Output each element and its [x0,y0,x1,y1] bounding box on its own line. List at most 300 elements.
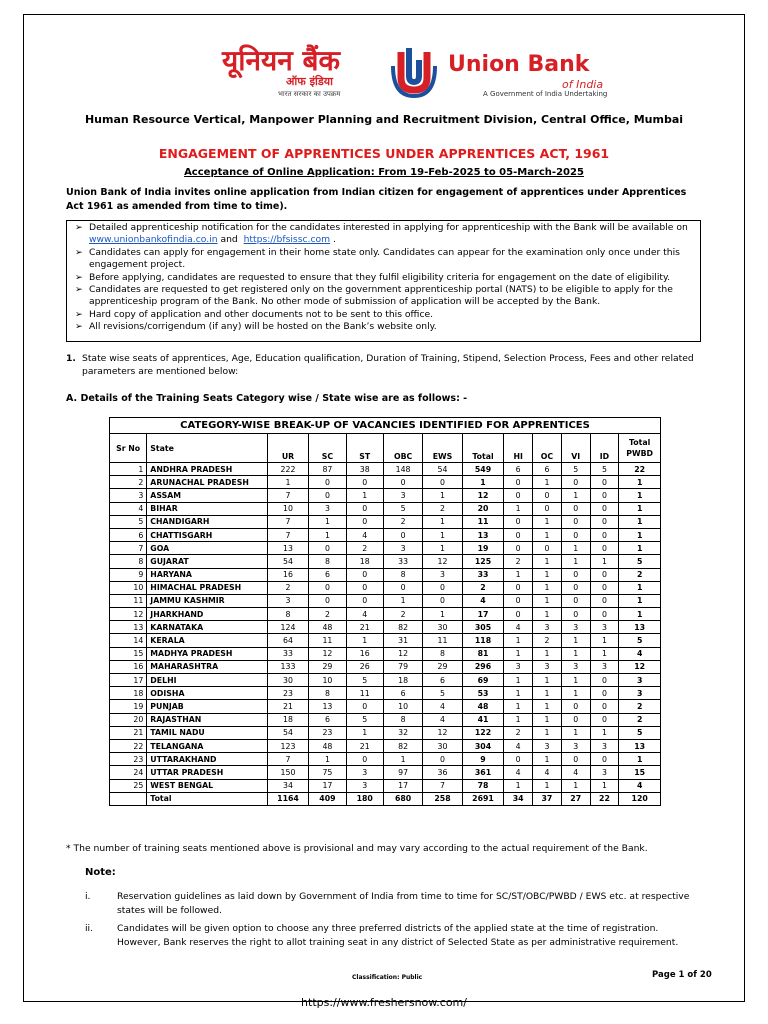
logo-hindi-text: यूनियन बैंक [222,44,341,77]
table-cell: 54 [423,463,462,476]
table-cell: 0 [561,476,590,489]
table-cell: 2 [619,713,661,726]
table-row [110,555,661,568]
table-cell: 1 [504,674,533,687]
table-cell: 5 [590,463,619,476]
table-total-row [110,792,661,805]
table-cell: 2 [504,555,533,568]
table-cell: 16 [267,568,309,581]
table-cell: 0 [309,489,346,502]
note-item [85,922,703,949]
table-cell: 2 [383,515,422,528]
table-row [110,594,661,607]
table-cell: 64 [267,634,309,647]
col-header: Total PWBD [619,434,661,463]
table-cell: 0 [309,594,346,607]
table-row [110,739,661,752]
table-cell: 1 [504,687,533,700]
table-cell: 12 [110,608,147,621]
table-cell: 0 [346,515,383,528]
table-cell: 7 [110,542,147,555]
table-cell: 9 [110,568,147,581]
table-cell: 1 [533,608,562,621]
table-cell: 0 [504,753,533,766]
table-cell: 4 [504,621,533,634]
state-cell: TELANGANA [147,739,267,752]
notice-item: ➢ Before applying, candidates are requested to ensure that they fulfil eligibility criteria for engagement on the date of eligibility. [75,271,671,283]
table-cell: 2691 [462,792,504,805]
state-cell: JHARKHAND [147,608,267,621]
table-cell: 258 [423,792,462,805]
table-cell: 0 [590,542,619,555]
arrow-bullet-icon: ➢ [75,308,83,320]
table-row [110,647,661,660]
intro-paragraph: Union Bank of India invites online application from Indian citizen for engagement of apprentices under Apprentices Act 1961 as amended from time to time). [66,187,687,212]
state-cell: HIMACHAL PRADESH [147,581,267,594]
table-row [110,713,661,726]
table-cell: 1 [590,647,619,660]
col-header: OBC [383,434,422,463]
table-cell: 53 [462,687,504,700]
table-cell: 10 [110,581,147,594]
table-cell: 0 [561,581,590,594]
state-cell: ASSAM [147,489,267,502]
table-row [110,766,661,779]
table-cell: 0 [590,476,619,489]
table-cell: 1 [533,674,562,687]
state-cell: KARNATAKA [147,621,267,634]
table-cell: 1 [423,542,462,555]
note-text: Candidates will be given option to choose any three preferred districts of the applied state at the time of registration. However, Bank reserves the right to allot training seat in any district of Selected State as per administrative requirement. [117,923,679,948]
section-1 [66,353,702,378]
table-cell: 1 [561,779,590,792]
table-cell: 0 [590,753,619,766]
table-cell: 3 [309,502,346,515]
table-cell: 3 [590,621,619,634]
table-cell: 2 [619,568,661,581]
table-cell: 20 [462,502,504,515]
table-cell: 1 [619,594,661,607]
state-cell: CHATTISGARH [147,528,267,541]
state-cell: ODISHA [147,687,267,700]
table-cell: 0 [590,608,619,621]
table-cell: 0 [346,594,383,607]
table-cell: 0 [561,528,590,541]
table-cell: 1 [561,687,590,700]
table-cell: 1 [619,502,661,515]
table-cell: 37 [533,792,562,805]
table-cell: 1 [462,476,504,489]
table-cell: 6 [309,713,346,726]
table-row [110,515,661,528]
table-cell: 5 [561,463,590,476]
section-1-text: State wise seats of apprentices, Age, Education qualification, Duration of Training, Stipend, Selection Process, Fees and other related parameters are mentioned below: [82,353,694,377]
table-cell: 5 [110,515,147,528]
table-cell: 1 [309,753,346,766]
table-cell: 1 [533,555,562,568]
table-row [110,581,661,594]
table-cell: 0 [590,687,619,700]
table-cell: 4 [504,739,533,752]
table-cell: 0 [590,674,619,687]
note-item [85,890,703,917]
table-cell: 30 [423,739,462,752]
table-cell: 1 [423,489,462,502]
table-cell: 9 [462,753,504,766]
table-cell: 1 [619,608,661,621]
state-cell: MADHYA PRADESH [147,647,267,660]
logo-english-text: Union Bank [448,52,590,77]
table-cell: 0 [561,608,590,621]
table-cell: 1 [533,581,562,594]
state-cell: GOA [147,542,267,555]
note-title: Note: [85,867,116,878]
table-cell: 0 [590,502,619,515]
table-cell: 3 [619,674,661,687]
website-link-unionbank[interactable]: www.unionbankofindia.co.in [89,234,218,246]
table-row [110,634,661,647]
table-cell: 6 [504,463,533,476]
table-row [110,660,661,673]
table-cell: 1 [590,555,619,568]
table-cell: 1 [619,515,661,528]
table-cell: 0 [533,542,562,555]
state-cell: TAMIL NADU [147,726,267,739]
table-cell: 33 [462,568,504,581]
table-cell: 4 [423,713,462,726]
table-cell: 0 [561,700,590,713]
col-header: UR [267,434,309,463]
state-cell: ANDHRA PRADESH [147,463,267,476]
col-header: Sr No [110,434,147,463]
table-cell: 0 [346,753,383,766]
table-cell: 1 [561,674,590,687]
table-row [110,502,661,515]
table-cell: 36 [423,766,462,779]
table-cell: 7 [423,779,462,792]
table-cell: 4 [346,528,383,541]
table-cell: 3 [346,766,383,779]
table-cell: 10 [267,502,309,515]
table-cell: 305 [462,621,504,634]
table-cell: 4 [504,766,533,779]
table-cell: 30 [423,621,462,634]
table-cell: 22 [590,792,619,805]
table-cell: 1 [561,555,590,568]
table-cell: 1 [309,528,346,541]
table-cell: 5 [383,502,422,515]
table-cell: 180 [346,792,383,805]
table-cell: 0 [590,528,619,541]
table-cell: 11 [462,515,504,528]
note-text: Reservation guidelines as laid down by Government of India from time to time for SC/ST/OBC/PWBD / EWS etc. at respective states will be followed. [117,891,690,916]
table-cell: 0 [346,502,383,515]
table-cell: 17 [383,779,422,792]
table-cell: 13 [267,542,309,555]
table-cell: 38 [346,463,383,476]
table-row [110,687,661,700]
table-cell: 6 [309,568,346,581]
table-cell: 12 [309,647,346,660]
table-cell: 82 [383,739,422,752]
table-cell: 33 [383,555,422,568]
table-cell: 0 [590,581,619,594]
table-cell: 5 [619,634,661,647]
table-cell: 6 [533,463,562,476]
table-cell: 8 [383,568,422,581]
table-cell: 1 [533,515,562,528]
table-cell: 75 [309,766,346,779]
table-cell: 4 [619,647,661,660]
table-cell: 19 [462,542,504,555]
state-cell: PUNJAB [147,700,267,713]
state-cell: Total [147,792,267,805]
note-numeral: ii. [85,923,94,934]
table-row [110,489,661,502]
table-cell: 5 [423,687,462,700]
logo-english-subtext: of India [562,78,604,91]
table-cell: 0 [423,581,462,594]
application-dates: Acceptance of Online Application: From 19-Feb-2025 to 05-March-2025 [184,167,584,178]
table-cell: 32 [383,726,422,739]
table-cell: 2 [533,634,562,647]
table-cell: 33 [267,647,309,660]
table-cell: 2 [309,608,346,621]
table-cell: 1 [504,568,533,581]
table-cell: 41 [462,713,504,726]
table-cell: 8 [383,713,422,726]
table-cell: 69 [462,674,504,687]
table-row [110,700,661,713]
table-cell: 17 [462,608,504,621]
logo-english-tagline: A Government of India Undertaking [483,90,608,98]
department-heading: Human Resource Vertical, Manpower Planning and Recruitment Division, Central Office, Mumbai [84,113,684,126]
table-cell: 2 [423,502,462,515]
table-cell: 0 [504,489,533,502]
table-cell: 1 [561,726,590,739]
table-cell: 12 [619,660,661,673]
table-cell: 1 [110,463,147,476]
table-cell: 124 [267,621,309,634]
table-cell: 1 [504,713,533,726]
table-cell: 1 [504,647,533,660]
table-cell: 8 [309,555,346,568]
website-link-bfsissc[interactable]: https://bfsissc.com [243,234,331,246]
table-cell: 81 [462,647,504,660]
table-cell: 11 [110,594,147,607]
table-cell: 5 [346,674,383,687]
notice-item: ➢ Candidates can apply for engagement in their home state only. Candidates can appear for the examination only once under this engagement project. [75,246,680,271]
table-cell: 22 [110,739,147,752]
col-header: SC [309,434,346,463]
table-row [110,528,661,541]
footnote: * The number of training seats mentioned above is provisional and may vary according to the actual requirement of the Bank. [66,843,648,854]
table-cell: 1 [383,594,422,607]
table-cell: 1 [619,476,661,489]
table-cell: 1164 [267,792,309,805]
table-cell: 0 [423,753,462,766]
table-cell: 409 [309,792,346,805]
notice-item: ➢ Candidates are requested to get registered only on the government apprenticeship portal (NATS) to be eligible to apply for the apprenticeship program of the Bank. No other mode of submission of application will be accepted by the Bank. [75,284,673,308]
col-header: Total [462,434,504,463]
table-cell: 23 [309,726,346,739]
table-cell: 0 [590,489,619,502]
col-header: ID [590,434,619,463]
notice-box [66,220,701,342]
table-cell: 1 [533,568,562,581]
table-cell: 7 [267,489,309,502]
table-header-row [110,434,661,463]
table-cell: 3 [110,489,147,502]
table-cell: 17 [309,779,346,792]
arrow-bullet-icon: ➢ [75,246,83,258]
table-cell: 29 [309,660,346,673]
table-cell: 0 [423,594,462,607]
state-cell: MAHARASHTRA [147,660,267,673]
col-header: ST [346,434,383,463]
table-cell: 7 [267,515,309,528]
table-row [110,726,661,739]
table-cell: 3 [346,779,383,792]
table-cell: 5 [346,713,383,726]
col-header: HI [504,434,533,463]
watermark-url[interactable]: https://www.freshersnow.com/ [301,996,467,1009]
state-cell: ARUNACHAL PRADESH [147,476,267,489]
table-cell: 48 [462,700,504,713]
table-cell: 25 [110,779,147,792]
table-cell: 7 [267,753,309,766]
table-cell: 0 [383,581,422,594]
arrow-bullet-icon: ➢ [75,222,83,233]
col-header: EWS [423,434,462,463]
table-cell: 0 [561,502,590,515]
table-cell: 21 [346,621,383,634]
table-cell: 1 [561,634,590,647]
table-cell: 3 [561,660,590,673]
table-cell: 23 [110,753,147,766]
table-cell: 11 [309,634,346,647]
table-cell: 3 [533,739,562,752]
table-cell: 19 [110,700,147,713]
table-cell: 34 [504,792,533,805]
table-cell: 4 [561,766,590,779]
table-cell: 123 [267,739,309,752]
table-cell: 1 [346,726,383,739]
state-cell: DELHI [147,674,267,687]
table-row [110,674,661,687]
table-cell: 0 [309,542,346,555]
table-row [110,568,661,581]
table-cell: 2 [346,542,383,555]
table-cell: 0 [504,581,533,594]
union-bank-logo-icon [387,46,441,100]
note-numeral: i. [85,891,91,902]
table-cell: 1 [504,502,533,515]
table-cell: 11 [346,687,383,700]
notice-item: ➢ Hard copy of application and other documents not to be sent to this office. [75,308,434,320]
table-cell: 2 [267,581,309,594]
table-cell: 125 [462,555,504,568]
table-cell: 87 [309,463,346,476]
col-header: OC [533,434,562,463]
table-cell: 3 [590,739,619,752]
table-cell: 304 [462,739,504,752]
table-cell: 3 [561,621,590,634]
table-cell: 13 [309,700,346,713]
table-cell: 1 [619,489,661,502]
table-cell: 1 [346,489,383,502]
table-cell: 8 [110,555,147,568]
col-header: State [147,434,267,463]
state-cell: BIHAR [147,502,267,515]
table-cell: 27 [561,792,590,805]
table-cell: 78 [462,779,504,792]
table-cell: 16 [346,647,383,660]
section-number: 1. [66,353,76,364]
table-cell: 4 [619,779,661,792]
table-cell: 0 [590,594,619,607]
table-cell: 1 [533,647,562,660]
table-cell: 30 [267,674,309,687]
table-cell: 3 [423,568,462,581]
table-row [110,779,661,792]
table-cell: 12 [462,489,504,502]
arrow-bullet-icon: ➢ [75,321,83,333]
table-cell: 680 [383,792,422,805]
section-a-heading: A. Details of the Training Seats Category wise / State wise are as follows: - [66,393,468,404]
table-cell: 0 [309,581,346,594]
page-title: ENGAGEMENT OF APPRENTICES UNDER APPRENTICES ACT, 1961 [158,146,610,161]
state-cell: CHANDIGARH [147,515,267,528]
table-cell: 97 [383,766,422,779]
table-cell: 26 [346,660,383,673]
table-cell: 549 [462,463,504,476]
table-cell: 0 [504,515,533,528]
table-cell: 296 [462,660,504,673]
notice-item: ➢ Detailed apprenticeship notification for the candidates interested in applying for apprenticeship with the Bank will be available on www.unionbankofindia.co.in and https://bfsissc.com . [75,222,688,246]
table-cell: 0 [346,476,383,489]
table-cell: 133 [267,660,309,673]
table-cell: 118 [462,634,504,647]
table-cell: 1 [561,489,590,502]
table-cell: 1 [619,528,661,541]
table-cell: 18 [267,713,309,726]
table-cell: 0 [590,700,619,713]
table-cell: 0 [346,568,383,581]
table-cell: 4 [346,608,383,621]
table-cell: 3 [383,489,422,502]
table-cell: 1 [309,515,346,528]
table-cell: 13 [619,739,661,752]
table-cell: 0 [383,476,422,489]
table-cell: 48 [309,739,346,752]
table-cell: 3 [590,766,619,779]
table-cell: 1 [267,476,309,489]
table-cell: 0 [561,713,590,726]
table-cell: 0 [533,489,562,502]
table-cell: 11 [423,634,462,647]
table-cell: 13 [462,528,504,541]
table-cell: 4 [533,766,562,779]
table-cell: 21 [267,700,309,713]
table-cell: 222 [267,463,309,476]
table-cell: 0 [346,581,383,594]
table-cell: 13 [110,621,147,634]
table-cell: 1 [561,647,590,660]
table-cell: 21 [346,739,383,752]
table-cell: 2 [619,700,661,713]
table-cell: 4 [462,594,504,607]
